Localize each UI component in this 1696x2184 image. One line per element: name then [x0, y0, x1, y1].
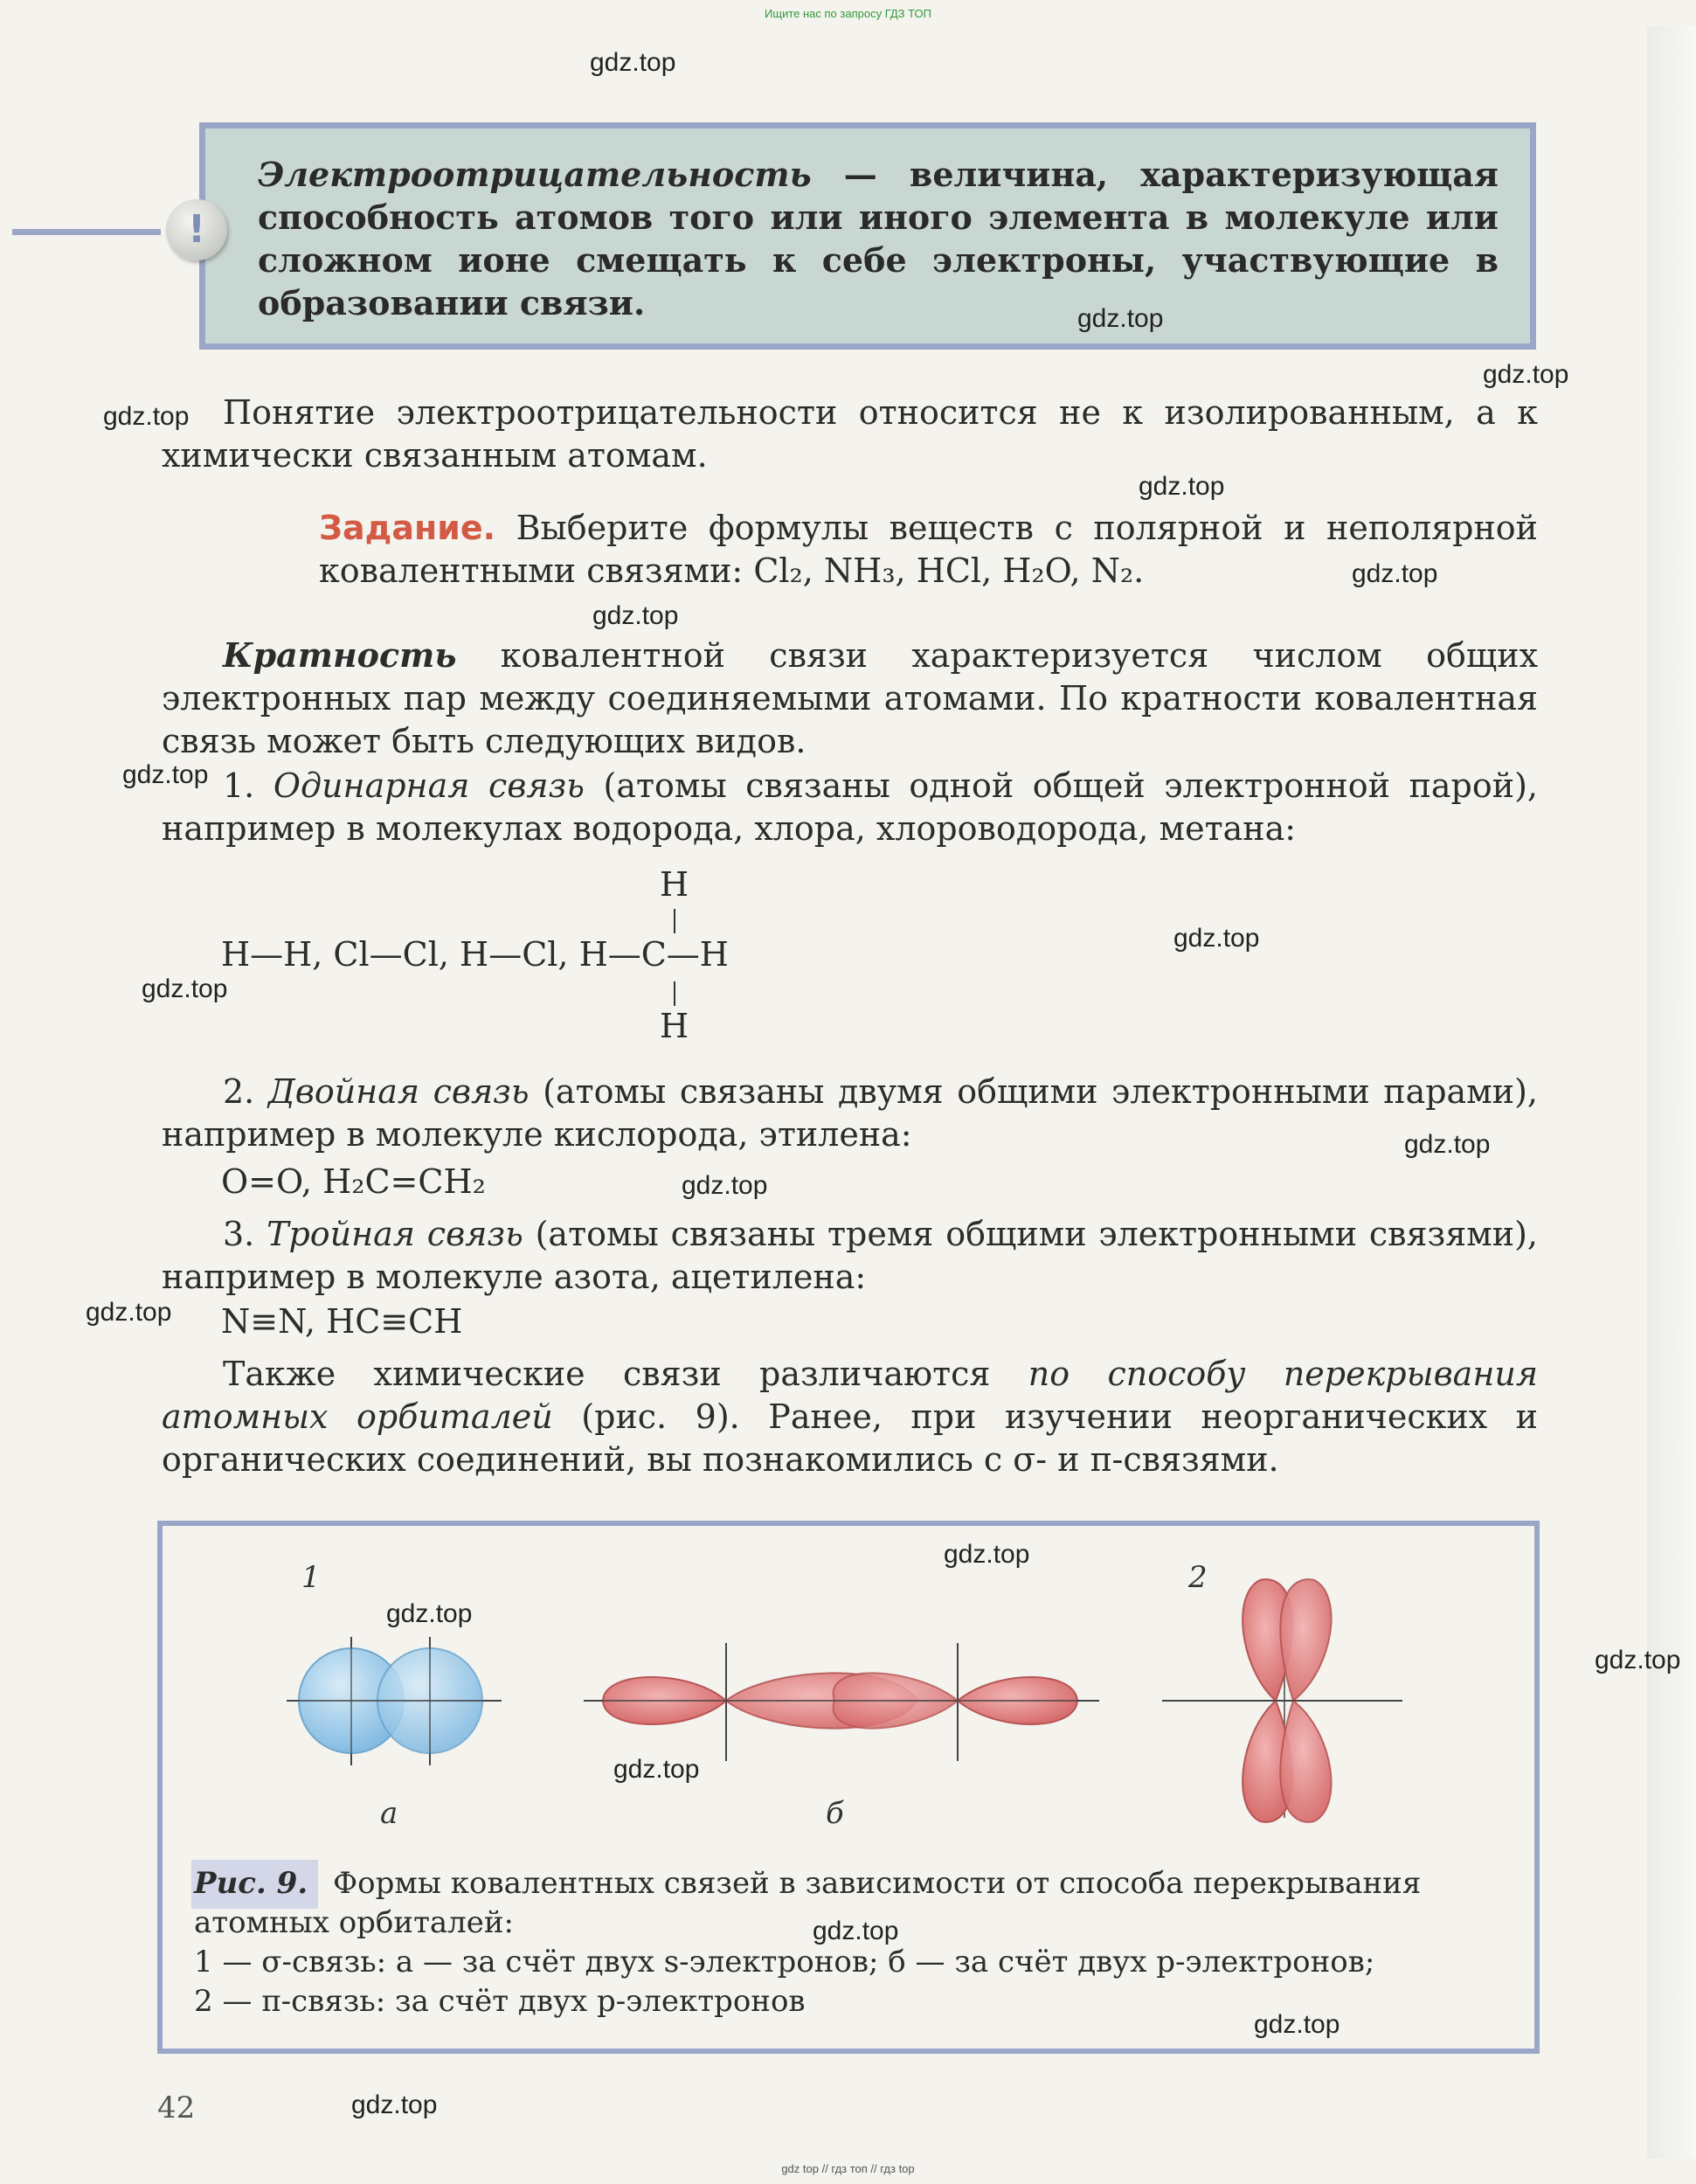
caption-label: Рис. 9. — [194, 1866, 308, 1901]
caption-line2: 1 — σ-связь: а — за счёт двух s-электронов; б — за счёт двух p-электронов; — [194, 1945, 1375, 1979]
paragraph-orbital-overlap — [162, 1353, 1538, 1481]
caption-line3: 2 — π-связь: за счёт двух p-электронов — [194, 1984, 806, 2019]
definition-body: — величина, характеризующая способность атомов того или иного элемента в молекуле или сложном ионе смещать к себе электроны, участвующие в образовании связи. — [258, 155, 1499, 322]
watermark: gdz.top — [142, 974, 228, 1003]
methane-bottom-h: H — [660, 1007, 689, 1045]
p-p-pi-bond-diagram — [1162, 1579, 1402, 1822]
paragraph-single-bond — [162, 765, 1538, 850]
watermark: gdz.top — [1483, 360, 1569, 389]
single-term: Одинарная связь — [273, 766, 585, 805]
overlap-italic: по способу перекрывания атомных орбиталей — [162, 1355, 1538, 1436]
triple-term: Тройная связь — [267, 1215, 523, 1253]
paragraph-multiplicity — [162, 634, 1538, 763]
multiplicity-text: ковалентной связи характеризуется числом общих электронных пар между соединяемыми атомами. По кратности ковалентная связь может быть следующих видов. — [162, 636, 1538, 760]
watermark: gdz.top — [1404, 1130, 1491, 1159]
single-num: 1. — [223, 766, 273, 805]
page-number: 42 — [157, 2090, 196, 2125]
caption-line1: Формы ковалентных связей в зависимости от способа перекрывания атомных орбиталей: — [194, 1866, 1422, 1940]
top-banner: Ищите нас по запросу ГДЗ ТОП — [765, 7, 931, 20]
page-edge — [1647, 26, 1696, 2159]
s-s-sigma-bond-diagram — [287, 1637, 502, 1765]
watermark: gdz.top — [103, 402, 190, 431]
definition-text — [258, 153, 1499, 324]
watermark: gdz.top — [1173, 924, 1260, 953]
single-text: (атомы связаны одной общей электронной парой), например в молекулах водорода, хлора, хлороводорода, метана: — [162, 766, 1538, 848]
definition-connector-line — [12, 229, 161, 235]
methane-top-h: H — [660, 865, 689, 904]
watermark: gdz.top — [386, 1599, 473, 1628]
paragraph-electronegativity: Понятие электроотрицательности относится не к изолированным, а к химически связанным атомам. — [162, 393, 1538, 475]
task-formulas: Cl₂, NH₃, HCl, H₂O, N₂. — [753, 551, 1145, 590]
overlap-text-before: Также химические связи различаются — [223, 1355, 1028, 1393]
watermark: gdz.top — [613, 1755, 700, 1784]
exclamation-icon: ! — [166, 199, 227, 260]
watermark: gdz.top — [1077, 304, 1164, 333]
orbital-diagrams — [157, 1521, 1540, 1870]
watermark: gdz.top — [592, 601, 679, 630]
bottom-banner: gdz top // гдз топ // гдз top — [781, 2162, 915, 2175]
paragraph-triple-bond — [162, 1213, 1538, 1299]
figure-label-2: 2 — [1188, 1560, 1208, 1595]
definition-box — [199, 122, 1536, 350]
watermark: gdz.top — [1595, 1646, 1681, 1674]
definition-term: Электроотрицательность — [258, 155, 812, 194]
paragraph-double-bond — [162, 1071, 1538, 1156]
overlap-text-after: (рис. 9). Ранее, при изучении неорганических и органических соединений, вы познакомились с σ- и π-связями. — [162, 1397, 1539, 1479]
figure-label-a: а — [380, 1796, 398, 1831]
methane-top-bond — [674, 909, 675, 933]
figure-label-b: б — [826, 1796, 844, 1831]
watermark: gdz.top — [1352, 559, 1438, 588]
double-bond-formula: O=O, H₂C=CH₂ — [221, 1162, 486, 1201]
figure-label-1: 1 — [301, 1560, 321, 1595]
methane-bottom-bond — [674, 981, 675, 1006]
triple-text: (атомы связаны тремя общими электронными связями), например в молекуле азота, ацетилена: — [162, 1215, 1538, 1296]
triple-bond-formula: N≡N, HC≡CH — [221, 1302, 463, 1341]
double-text: (атомы связаны двумя общими электронными парами), например в молекуле кислорода, этилена: — [162, 1072, 1539, 1154]
watermark: gdz.top — [944, 1540, 1030, 1569]
watermark: gdz.top — [122, 760, 209, 789]
watermark: gdz.top — [1254, 2010, 1340, 2039]
task-text: Выберите формулы веществ с полярной и неполярной ковалентными связями: — [319, 509, 1538, 590]
watermark: gdz.top — [86, 1298, 172, 1327]
triple-num: 3. — [223, 1215, 267, 1253]
double-num: 2. — [223, 1072, 268, 1111]
double-term: Двойная связь — [267, 1072, 530, 1111]
watermark: gdz.top — [682, 1171, 768, 1200]
single-bond-formula: H—H, Cl—Cl, H—Cl, H—C—H — [221, 935, 729, 974]
watermark: gdz.top — [351, 2090, 438, 2119]
multiplicity-term: Кратность — [223, 635, 457, 675]
watermark: gdz.top — [590, 48, 676, 77]
watermark: gdz.top — [813, 1917, 899, 1945]
task-label: Задание. — [319, 509, 496, 547]
watermark: gdz.top — [1139, 472, 1225, 501]
p-p-sigma-bond-diagram — [584, 1643, 1099, 1761]
